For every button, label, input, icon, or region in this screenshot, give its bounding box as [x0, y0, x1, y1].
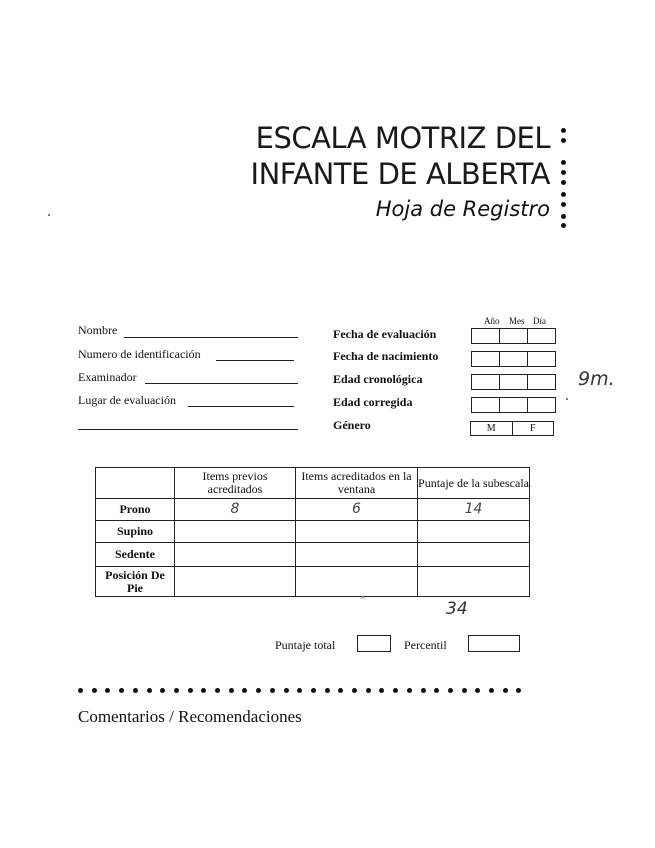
gender-boxes[interactable]: [470, 421, 554, 436]
divider-dot: [311, 688, 316, 693]
comments-label: Comentarios / Recomendaciones: [78, 707, 302, 726]
supino-previos[interactable]: [175, 521, 296, 543]
gender-option-f[interactable]: F: [529, 423, 536, 434]
divider-dot: [201, 688, 206, 693]
sedente-ventana[interactable]: [296, 543, 418, 567]
percentile-box[interactable]: [468, 635, 520, 652]
pie-subescala[interactable]: [418, 567, 530, 597]
title-block: [200, 120, 550, 224]
pencil-mark: ˆ: [358, 596, 365, 612]
divider-dot: [352, 688, 357, 693]
divider-dot: [78, 688, 83, 693]
title-line-2: INFANTE DE ALBERTA: [250, 157, 550, 191]
edad-corregida-boxes[interactable]: [471, 397, 556, 413]
divider-dot: [215, 688, 220, 693]
header-puntaje-subescala: Puntaje de la subescala: [418, 468, 530, 499]
field-label-fecha-nacimiento: Fecha de nacimiento: [333, 349, 439, 363]
divider-dot: [407, 688, 412, 693]
divider-dot: [133, 688, 138, 693]
total-score-label: Puntaje total: [275, 638, 336, 652]
divider-dot: [489, 688, 494, 693]
divider-dot: [105, 688, 110, 693]
percentile-label: Percentil: [404, 638, 447, 652]
scan-speck: [566, 398, 568, 400]
header-items-ventana: Items acreditados en la ventana: [296, 468, 418, 499]
vertical-dot-divider: [559, 126, 569, 226]
examinador-field[interactable]: [145, 383, 298, 384]
divider-dot: [503, 688, 508, 693]
table-corner: [96, 468, 175, 499]
handwritten-age-note: 9m.: [578, 368, 615, 390]
divider-dot: [242, 688, 247, 693]
handwritten-subscale-total: 34: [446, 599, 468, 619]
field-label-edad-corregida: Edad corregida: [333, 395, 413, 409]
col-header-month: Mes: [509, 316, 525, 326]
row-label-sedente: Sedente: [96, 543, 175, 567]
divider-dot: [256, 688, 261, 693]
col-header-year: Año: [484, 316, 500, 326]
subtitle: Hoja de Registro: [375, 197, 550, 221]
supino-ventana[interactable]: [296, 521, 418, 543]
divider-dot: [297, 688, 302, 693]
field-label-identificacion: Numero de identificación: [78, 347, 201, 361]
sedente-previos[interactable]: [175, 543, 296, 567]
row-label-prono: Prono: [96, 499, 175, 521]
divider-dot: [188, 688, 193, 693]
divider-dot: [379, 688, 384, 693]
divider-dot: [475, 688, 480, 693]
divider-dot: [92, 688, 97, 693]
prono-subescala[interactable]: 14: [418, 499, 530, 521]
divider-dot: [119, 688, 124, 693]
divider-dot: [160, 688, 165, 693]
title-line-1: ESCALA MOTRIZ DEL: [255, 121, 550, 155]
field-label-genero: Género: [333, 418, 371, 432]
sedente-subescala[interactable]: [418, 543, 530, 567]
pie-previos[interactable]: [175, 567, 296, 597]
pie-ventana[interactable]: [296, 567, 418, 597]
divider-dot: [516, 688, 521, 693]
row-label-supino: Supino: [96, 521, 175, 543]
field-label-nombre: Nombre: [78, 323, 118, 337]
fecha-nacimiento-boxes[interactable]: [471, 351, 556, 367]
row-label-posicion-de-pie: Posición De Pie: [96, 567, 175, 597]
fecha-evaluacion-boxes[interactable]: [471, 328, 556, 344]
divider-dot: [393, 688, 398, 693]
field-label-examinador: Examinador: [78, 370, 137, 384]
blank-line-field[interactable]: [78, 429, 298, 430]
lugar-field[interactable]: [188, 406, 294, 407]
nombre-field[interactable]: [124, 337, 298, 338]
prono-ventana[interactable]: 6: [296, 499, 418, 521]
horizontal-dot-divider: [78, 688, 530, 694]
subscale-score-table: [95, 467, 530, 597]
edad-cronologica-boxes[interactable]: [471, 374, 556, 390]
col-header-day: Día: [533, 316, 546, 326]
divider-dot: [270, 688, 275, 693]
gender-option-m[interactable]: M: [471, 422, 513, 435]
divider-dot: [284, 688, 289, 693]
header-items-previos: Items previos acreditados: [175, 468, 296, 499]
divider-dot: [174, 688, 179, 693]
field-label-edad-cronologica: Edad cronológica: [333, 372, 423, 386]
divider-dot: [338, 688, 343, 693]
scan-speck: [48, 214, 50, 216]
divider-dot: [448, 688, 453, 693]
divider-dot: [434, 688, 439, 693]
field-label-fecha-evaluacion: Fecha de evaluación: [333, 327, 437, 341]
divider-dot: [421, 688, 426, 693]
field-label-lugar: Lugar de evaluación: [78, 393, 176, 407]
divider-dot: [147, 688, 152, 693]
supino-subescala[interactable]: [418, 521, 530, 543]
divider-dot: [325, 688, 330, 693]
total-score-box[interactable]: [357, 635, 391, 652]
divider-dot: [462, 688, 467, 693]
identificacion-field[interactable]: [216, 360, 294, 361]
divider-dot: [229, 688, 234, 693]
divider-dot: [366, 688, 371, 693]
prono-previos[interactable]: 8: [175, 499, 296, 521]
